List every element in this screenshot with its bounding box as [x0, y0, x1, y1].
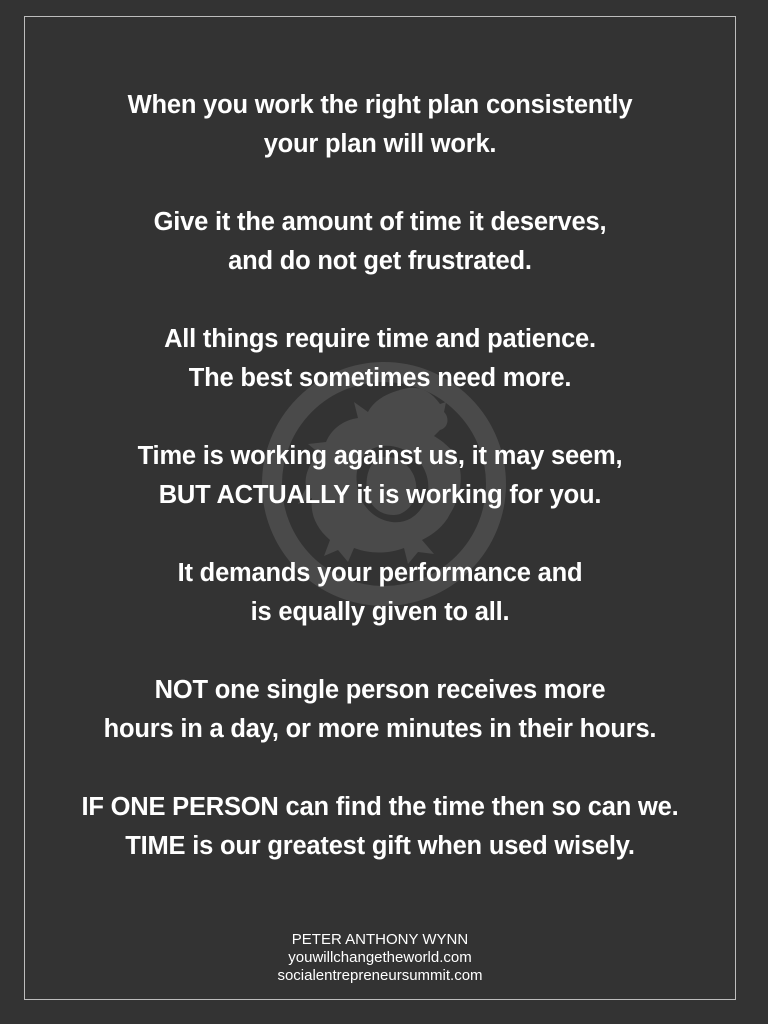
quote-line: All things require time and patience. [164, 325, 596, 353]
quote-text-block [24, 86, 736, 905]
quote-paragraph [24, 86, 736, 164]
quote-paragraph [24, 320, 736, 398]
quote-line: Give it the amount of time it deserves, [153, 208, 607, 236]
quote-line: and do not get frustrated. [228, 247, 532, 275]
quote-line: The best sometimes need more. [188, 364, 572, 392]
quote-line: NOT one single person receives more [154, 676, 606, 704]
quote-paragraph [24, 788, 736, 866]
quote-line: TIME is our greatest gift when used wisely. [125, 832, 635, 860]
quote-line: Time is working against us, it may seem, [137, 442, 623, 470]
quote-paragraph [24, 437, 736, 515]
website-url: youwillchangetheworld.com [288, 949, 472, 966]
quote-line: your plan will work. [263, 130, 497, 158]
quote-line: hours in a day, or more minutes in their hours. [103, 715, 657, 743]
quote-line: is equally given to all. [250, 598, 510, 626]
website-url: socialentrepreneursummit.com [277, 967, 483, 984]
quote-line: When you work the right plan consistently [127, 91, 633, 119]
quote-line: BUT ACTUALLY it is working for you. [158, 481, 602, 509]
quote-line: It demands your performance and [177, 559, 583, 587]
quote-line: IF ONE PERSON can find the time then so can we. [81, 793, 679, 821]
quote-paragraph [24, 671, 736, 749]
quote-paragraph [24, 203, 736, 281]
author-credits [24, 931, 736, 985]
quote-paragraph [24, 554, 736, 632]
author-name: PETER ANTHONY WYNN [291, 931, 469, 948]
